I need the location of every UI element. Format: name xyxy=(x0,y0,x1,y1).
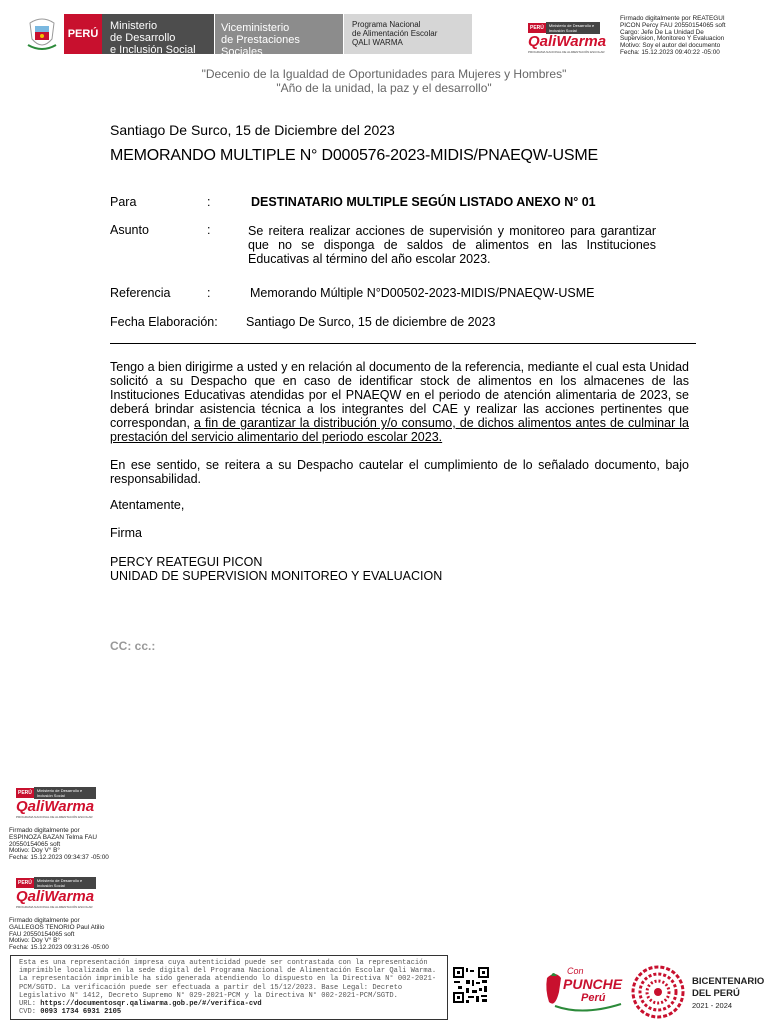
asunto-value: Se reitera realizar acciones de supervisión y monitoreo para garantizar que no se disponga de saldos de alimentos en las Instituciones Educativas al término del año escolar 2023. xyxy=(248,224,656,266)
decenio-line-2: "Año de la unidad, la paz y el desarrollo" xyxy=(276,81,492,95)
signer-unit: UNIDAD DE SUPERVISION MONITOREO Y EVALUACION xyxy=(110,569,443,583)
body-paragraph-1: Tengo a bien dirigirme a usted y en relación al documento de la referencia, mediante el cual esta Unidad solicitó a su Despacho que en caso de identificar stock de alimentos en los almacenes de las Instituciones Educativas atendidas por el PNAEQW en el periodo de atención alimentaria de 2023, se deberá brindar asistencia técnica a los integrantes del CAE y realizar las acciones pertinentes que correspondan, a fin de garantizar la distribución y/o consumo, de dichos alimentos antes de culminar la prestación del servicio alimentario del periodo escolar 2023. xyxy=(110,360,689,444)
fecha-label: Fecha Elaboración: xyxy=(110,315,218,329)
body-paragraph-1-underlined: a fin de garantizar la distribución y/o consumo, de dichos alimentos antes de culminar la prestación del servicio alimentario del periodo escolar 2023. xyxy=(110,416,689,444)
para-label: Para xyxy=(110,195,137,209)
qaliwarma-logo-stamp-2: PERÚ Ministerio de Desarrollo e Inclusión Social QaliWarma PROGRAMA NACIONAL DE ALIMENTACIÓN ESCOLAR xyxy=(16,878,95,909)
referencia-colon: : xyxy=(207,286,211,300)
qaliwarma-logo-top: PERÚ Ministerio de Desarrollo e Inclusión Social QaliWarma PROGRAMA NACIONAL DE ALIMENTACIÓN ESCOLAR xyxy=(528,23,607,54)
para-colon: : xyxy=(207,195,211,209)
bicentenario-text: BICENTENARIO DEL PERÚ 2021 - 2024 xyxy=(692,976,765,1010)
programa-label: Programa Nacional de Alimentación Escolar QALI WARMA xyxy=(344,14,472,54)
closing: Atentamente, xyxy=(110,498,185,512)
memo-date-line: Santiago De Surco, 15 de Diciembre del 2023 xyxy=(110,122,395,138)
verification-notice: Esta es una representación impresa cuya autenticidad puede ser contrastada con la representación imprimible localizada en la sede digital del Programa Nacional de Alimentación Escolar Qali Warma. La representación imprimible ha sido generada atendiendo lo dispuesto en la Directiva N° 002-2021-PCM/SGTD. La verificación puede ser efectuada a partir del 15/12/2023. Base Legal: Decreto Legislativo N° 1412, Decreto Supremo N° 029-2021-PCM y la Directiva N° 002-2021-PCM/SGTD. URL: https://documentosqr.qaliwarma.gob.pe/#/verifica-cvd CVD: 0093 1734 6931 2105 xyxy=(10,955,448,1020)
referencia-label: Referencia xyxy=(110,286,171,300)
asunto-label: Asunto xyxy=(110,223,149,237)
digital-signature-1: Firmado digitalmente por ESPINOZA BAZAN Telma FAU 20550154065 soft Motivo: Doy V° B° Fecha: 15.12.2023 09:34:37 -05:00 xyxy=(9,827,109,862)
referencia-value: Memorando Múltiple N°D00502-2023-MIDIS/PNAEQW-USME xyxy=(250,286,595,300)
viceministerio-label: Viceministerio de Prestaciones Sociales xyxy=(215,14,343,54)
coat-of-arms-icon xyxy=(20,14,64,54)
digital-signature-top: Firmado digitalmente por REATEGUI PICON Percy FAU 20550154065 soft Cargo: Jefe De La Unidad De Supervision, Monitoreo Y Evaluacion Motivo: Soy el autor del documento Fecha: 15.12.2023 09:40:22 -05:00 xyxy=(620,15,726,56)
para-value: DESTINATARIO MULTIPLE SEGÚN LISTADO ANEXO N° 01 xyxy=(251,195,596,209)
government-banner xyxy=(20,14,472,58)
verification-text: Esta es una representación impresa cuya autenticidad puede ser contrastada con la representación imprimible localizada en la sede digital del Programa Nacional de Alimentación Escolar Qali Warma. La representación imprimible ha sido generada atendiendo lo dispuesto en la Directiva N° 002-2021-PCM/SGTD. La verificación puede ser efectuada a partir del 15/12/2023. Base Legal: Decreto Legislativo N° 1412, Decreto Supremo N° 029-2021-PCM y la Directiva N° 002-2021-PCM/SGTD. xyxy=(19,959,437,1000)
decenio-line-1: "Decenio de la Igualdad de Oportunidades para Mujeres y Hombres" xyxy=(201,67,567,81)
asunto-colon: : xyxy=(207,223,211,237)
cvd-code: 0093 1734 6931 2105 xyxy=(40,1008,122,1017)
memo-title: MEMORANDO MULTIPLE N° D000576-2023-MIDIS/PNAEQW-USME xyxy=(110,147,598,164)
qaliwarma-logo-stamp-1: PERÚ Ministerio de Desarrollo e Inclusión Social QaliWarma PROGRAMA NACIONAL DE ALIMENTACIÓN ESCOLAR xyxy=(16,788,95,819)
header-divider xyxy=(110,343,696,344)
fecha-value: Santiago De Surco, 15 de diciembre de 2023 xyxy=(246,315,496,329)
peru-badge: PERÚ xyxy=(64,14,102,54)
con-punche-peru-logo: Con PUNCHE Perú xyxy=(543,964,628,1016)
digital-signature-2: Firmado digitalmente por GALLEGOS TENORIO Paul Atilio FAU 20550154065 soft Motivo: Doy V° B° Fecha: 15.12.2023 09:31:26 -05:00 xyxy=(9,917,109,952)
ministerio-label: Ministerio de Desarrollo e Inclusión Social xyxy=(102,14,214,54)
verification-url[interactable]: https://documentosqr.qaliwarma.gob.pe/#/verifica-cvd xyxy=(40,1000,262,1009)
bicentenario-emblem-icon xyxy=(630,964,686,1020)
cc-line: CC: cc.: xyxy=(110,639,156,653)
signer-name: PERCY REATEGUI PICON xyxy=(110,555,263,569)
qr-code-icon xyxy=(452,966,490,1004)
body-paragraph-2: En ese sentido, se reitera a su Despacho cautelar el cumplimiento de lo señalado documento, bajo responsabilidad. xyxy=(110,458,689,486)
firma-placeholder: Firma xyxy=(110,526,142,540)
